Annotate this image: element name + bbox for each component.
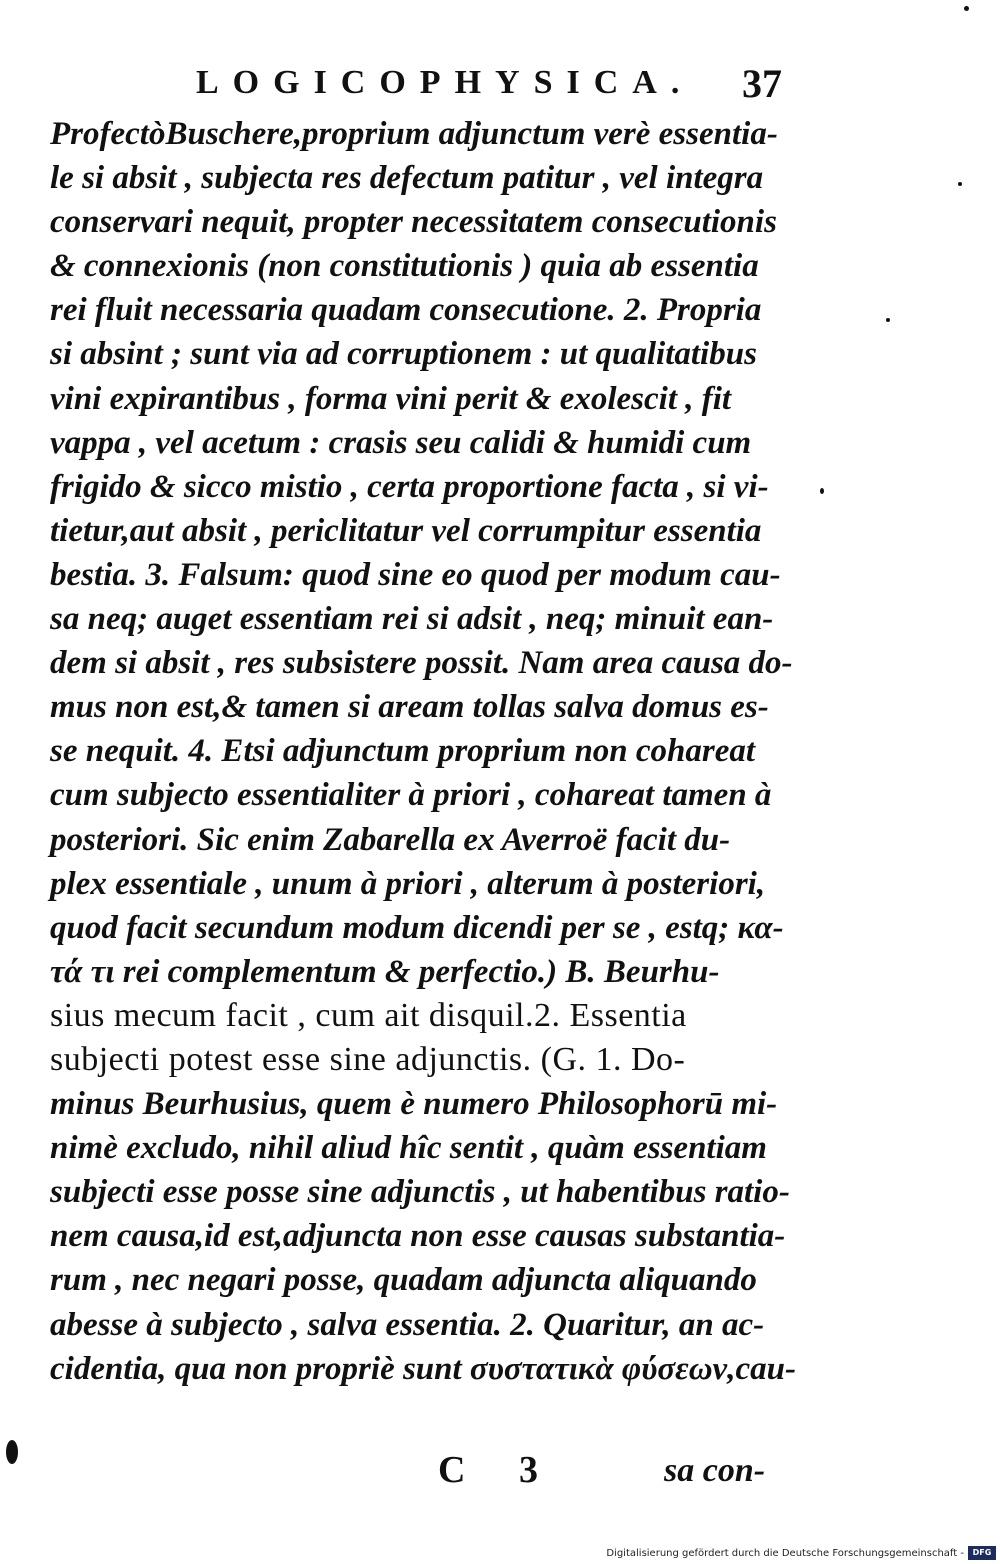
text-line: si absint ; sunt via ad corruptionem : ut qualitatibus [50, 336, 757, 373]
text-line: rei fluit necessaria quadam consecutione. 2. Propria [50, 292, 762, 329]
text-line: ProfectòBuschere,proprium adjunctum verè essentia- [50, 116, 778, 152]
text-line: cidentia, qua non propriè sunt συστατικὰ φύσεων,cau- [50, 1350, 796, 1387]
dfg-logo: DFG [968, 1546, 996, 1560]
text-line: τά τι rei complementum & perfectio.) B. Beurhu- [50, 953, 720, 990]
scan-speck [886, 318, 890, 322]
text-line: & connexionis (non constitutionis ) quia ab essentia [50, 248, 759, 285]
text-line: le si absit , subjecta res defectum patitur , vel integra [50, 160, 764, 197]
text-line: sius mecum facit , cum ait disquil.2. Essentia [50, 996, 687, 1034]
text-line: abesse à subjecto , salva essentia. 2. Quaritur, an ac- [50, 1306, 765, 1343]
text-line: frigido & sicco mistio , certa proportione facta , si vi- [50, 468, 769, 505]
text-line: nem causa,id est,adjuncta non esse causas substantia- [50, 1218, 786, 1255]
text-line: plex essentiale , unum à priori , alterum à posteriori, [50, 865, 766, 902]
text-line: minus Beurhusius, quem è numero Philosophorū mi- [50, 1086, 778, 1123]
text-line: rum , nec negari posse, quadam adjuncta aliquando [50, 1262, 757, 1299]
text-line: nimè excludo, nihil aliud hîc sentit , quàm essentiam [50, 1130, 767, 1167]
text-line: quod facit secundum modum dicendi per se , estq; κα- [50, 909, 784, 946]
text-line: conservari nequit, propter necessitatem consecutionis [50, 204, 777, 241]
running-title: LOGICOPHYSICA. [196, 64, 694, 101]
digitization-credit: Digitalisierung gefördert durch die Deutsche Forschungsgemeinschaft - [606, 1548, 964, 1559]
signature-mark: C 3 [438, 1449, 560, 1491]
text-line: subjecti potest esse sine adjunctis. (G. 1. Do- [50, 1040, 686, 1078]
scan-speck [964, 6, 969, 11]
body-text [50, 112, 810, 1391]
text-line: cum subjecto essentialiter à priori , cohareat tamen à [50, 777, 772, 814]
text-line: dem si absit , res subsistere possit. Nam area causa do- [50, 645, 793, 682]
text-line: tietur,aut absit , periclitatur vel corrumpitur essentia [50, 512, 762, 549]
text-line: vini expirantibus , forma vini perit & exolescit , fit [50, 380, 732, 417]
text-line: sa neq; auget essentiam rei si adsit , neq; minuit ean- [50, 601, 774, 638]
text-line: vappa , vel acetum : crasis seu calidi & humidi cum [50, 424, 752, 461]
scan-speck [6, 1440, 18, 1464]
catchword: sa con- [664, 1452, 766, 1489]
text-line: subjecti esse posse sine adjunctis , ut habentibus ratio- [50, 1174, 790, 1211]
text-line: mus non est,& tamen si aream tollas salva domus es- [50, 689, 769, 726]
scan-speck [820, 488, 824, 494]
text-line: posteriori. Sic enim Zabarella ex Averroë facit du- [50, 821, 731, 858]
text-line: se nequit. 4. Etsi adjunctum proprium non cohareat [50, 733, 756, 770]
scan-speck [958, 182, 962, 186]
page-footer [0, 1448, 1000, 1498]
page-number: 37 [742, 61, 782, 106]
text-line: bestia. 3. Falsum: quod sine eo quod per modum cau- [50, 556, 781, 593]
